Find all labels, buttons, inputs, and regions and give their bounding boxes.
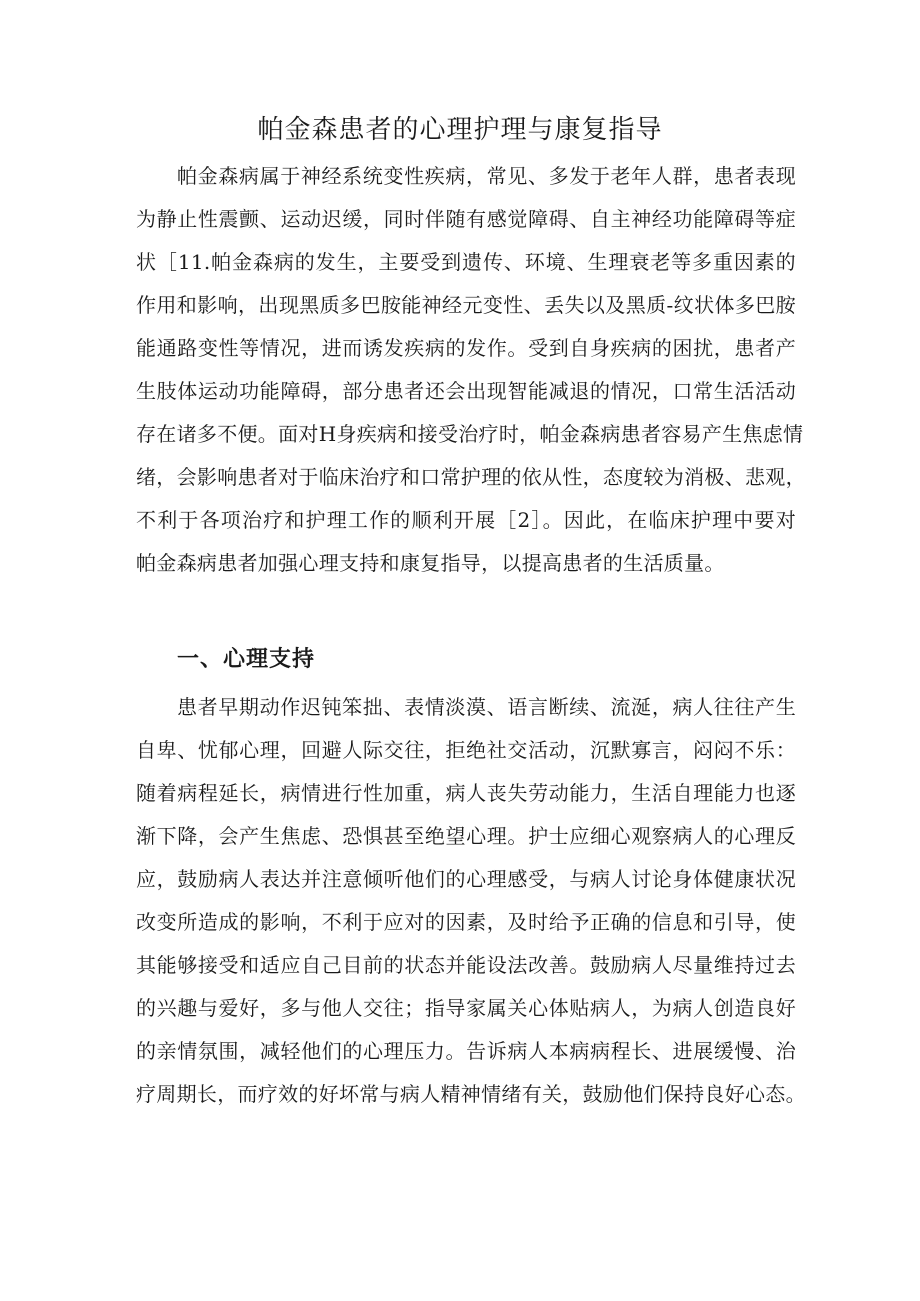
paragraph-line: 作用和影响，出现黑质多巴胺能神经元变性、丢失以及黑质-纹状体多巴胺 bbox=[136, 293, 796, 317]
paragraph-line: 帕金森病患者加强心理支持和康复指导，以提高患者的生活质量。 bbox=[136, 551, 725, 575]
paragraph-line: 随着病程延长，病情进行性加重，病人丧失劳动能力，生活自理能力也逐 bbox=[136, 781, 796, 805]
document-title: 帕金森患者的心理护理与康复指导 bbox=[257, 115, 663, 145]
paragraph-line: 的兴趣与爱好，多与他人交往；指导家属关心体贴病人，为病人创造良好 bbox=[136, 996, 796, 1020]
paragraph-line: 自卑、忧郁心理，回避人际交往，拒绝社交活动，沉默寡言，闷闷不乐： bbox=[136, 738, 796, 762]
paragraph-line: 不利于各项治疗和护理工作的顺利开展［2］。因此，在临床护理中要对 bbox=[136, 508, 796, 532]
section-heading: 一、心理支持 bbox=[177, 647, 316, 672]
paragraph-line: 为静止性震颤、运动迟缓，同时伴随有感觉障碍、自主神经功能障碍等症 bbox=[136, 207, 796, 231]
paragraph-line: 能通路变性等情况，进而诱发疾病的发作。受到自身疾病的困扰，患者产 bbox=[136, 336, 796, 360]
paragraph-line: 状［11.帕金森病的发生，主要受到遗传、环境、生理衰老等多重因素的 bbox=[136, 250, 796, 274]
intro-paragraph bbox=[136, 155, 806, 585]
paragraph-line: 渐下降，会产生焦虑、恐惧甚至绝望心理。护士应细心观察病人的心理反 bbox=[136, 824, 796, 848]
paragraph-line: 患者早期动作迟钝笨拙、表情淡漠、语言断续、流涎，病人往往产生 bbox=[177, 695, 796, 719]
paragraph-line: 应，鼓励病人表达并注意倾听他们的心理感受，与病人讨论身体健康状况 bbox=[136, 867, 796, 891]
paragraph-line: 改变所造成的影响，不利于应对的因素，及时给予正确的信息和引导，使 bbox=[136, 910, 796, 934]
paragraph-line: 其能够接受和适应自己目前的状态并能设法改善。鼓励病人尽量维持过去 bbox=[136, 953, 796, 977]
paragraph-line: 帕金森病属于神经系统变性疾病，常见、多发于老年人群，患者表现 bbox=[177, 164, 796, 188]
paragraph-line: 的亲情氛围，减轻他们的心理压力。告诉病人本病病程长、进展缓慢、治 bbox=[136, 1039, 796, 1063]
paragraph-line: 绪，会影响患者对于临床治疗和口常护理的依从性，态度较为消极、悲观， bbox=[136, 465, 806, 489]
paragraph-line: 存在诸多不便。面对H身疾病和接受治疗时，帕金森病患者容易产生焦虑情 bbox=[136, 422, 804, 446]
paragraph-line: 疗周期长，而疗效的好坏常与病人精神情绪有关，鼓励他们保持良好心态。 bbox=[136, 1082, 806, 1106]
section1-paragraph bbox=[136, 686, 806, 1116]
paragraph-line: 生肢体运动功能障碍，部分患者还会出现智能减退的情况，口常生活活动 bbox=[136, 379, 796, 403]
